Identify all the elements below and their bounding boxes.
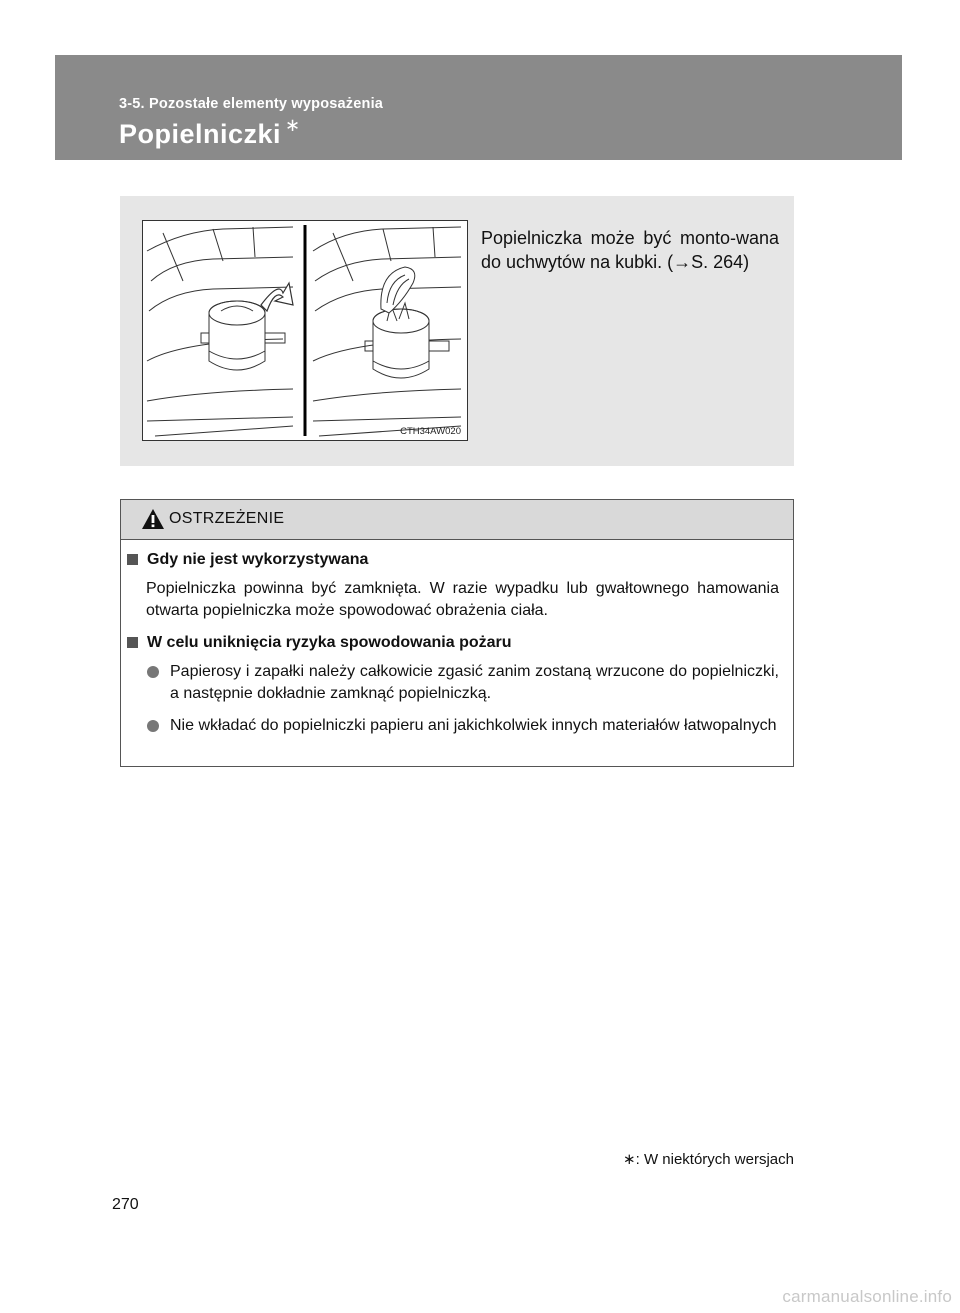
ashtray-illustration	[142, 220, 468, 441]
warning-header	[121, 500, 793, 540]
warning-body	[121, 549, 793, 747]
warning-section-heading	[121, 549, 793, 571]
warning-paragraph: Popielniczka powinna być zamknięta. W razie wypadku lub gwałtownego hamowania otwarta popielniczka może spowodować obrażenia ciała.	[146, 580, 779, 619]
item-text: Papierosy i zapałki należy całkowicie zgasić zanim zostaną wrzucone do popielniczki, a następnie dokładnie zamknąć popielniczką.	[170, 663, 779, 702]
page-header	[55, 55, 902, 160]
ashtray-drawing	[143, 221, 467, 440]
warning-title: OSTRZEŻENIE	[169, 510, 285, 527]
warning-list-item	[121, 715, 793, 737]
footnote: ∗: W niektórych wersjach	[623, 1151, 794, 1168]
figure-code: CTH34AW020	[400, 426, 461, 437]
warning-box	[120, 499, 794, 767]
page-title-text: Popielniczki	[119, 119, 282, 149]
warning-section-heading	[121, 632, 793, 654]
warning-triangle-icon	[141, 508, 165, 530]
section-label: 3-5. Pozostałe elementy wyposażenia	[119, 96, 384, 112]
heading-text: W celu uniknięcia ryzyka spowodowania pożaru	[147, 634, 512, 651]
info-panel	[120, 196, 794, 466]
warning-list-item	[121, 661, 793, 705]
circle-bullet-icon	[147, 666, 159, 678]
item-text: Nie wkładać do popielniczki papieru ani jakichkolwiek innych materiałów łatwopalnych	[170, 717, 777, 734]
page-title	[119, 115, 301, 150]
square-bullet-icon	[127, 554, 138, 565]
heading-text: Gdy nie jest wykorzystywana	[147, 551, 369, 568]
info-text: Popielniczka może być monto-wana do uchwytów na kubki. (→S. 264)	[481, 228, 779, 272]
watermark: carmanualsonline.info	[782, 1287, 952, 1306]
page-number: 270	[112, 1196, 139, 1213]
title-asterisk: ∗	[285, 115, 301, 135]
square-bullet-icon	[127, 637, 138, 648]
circle-bullet-icon	[147, 720, 159, 732]
